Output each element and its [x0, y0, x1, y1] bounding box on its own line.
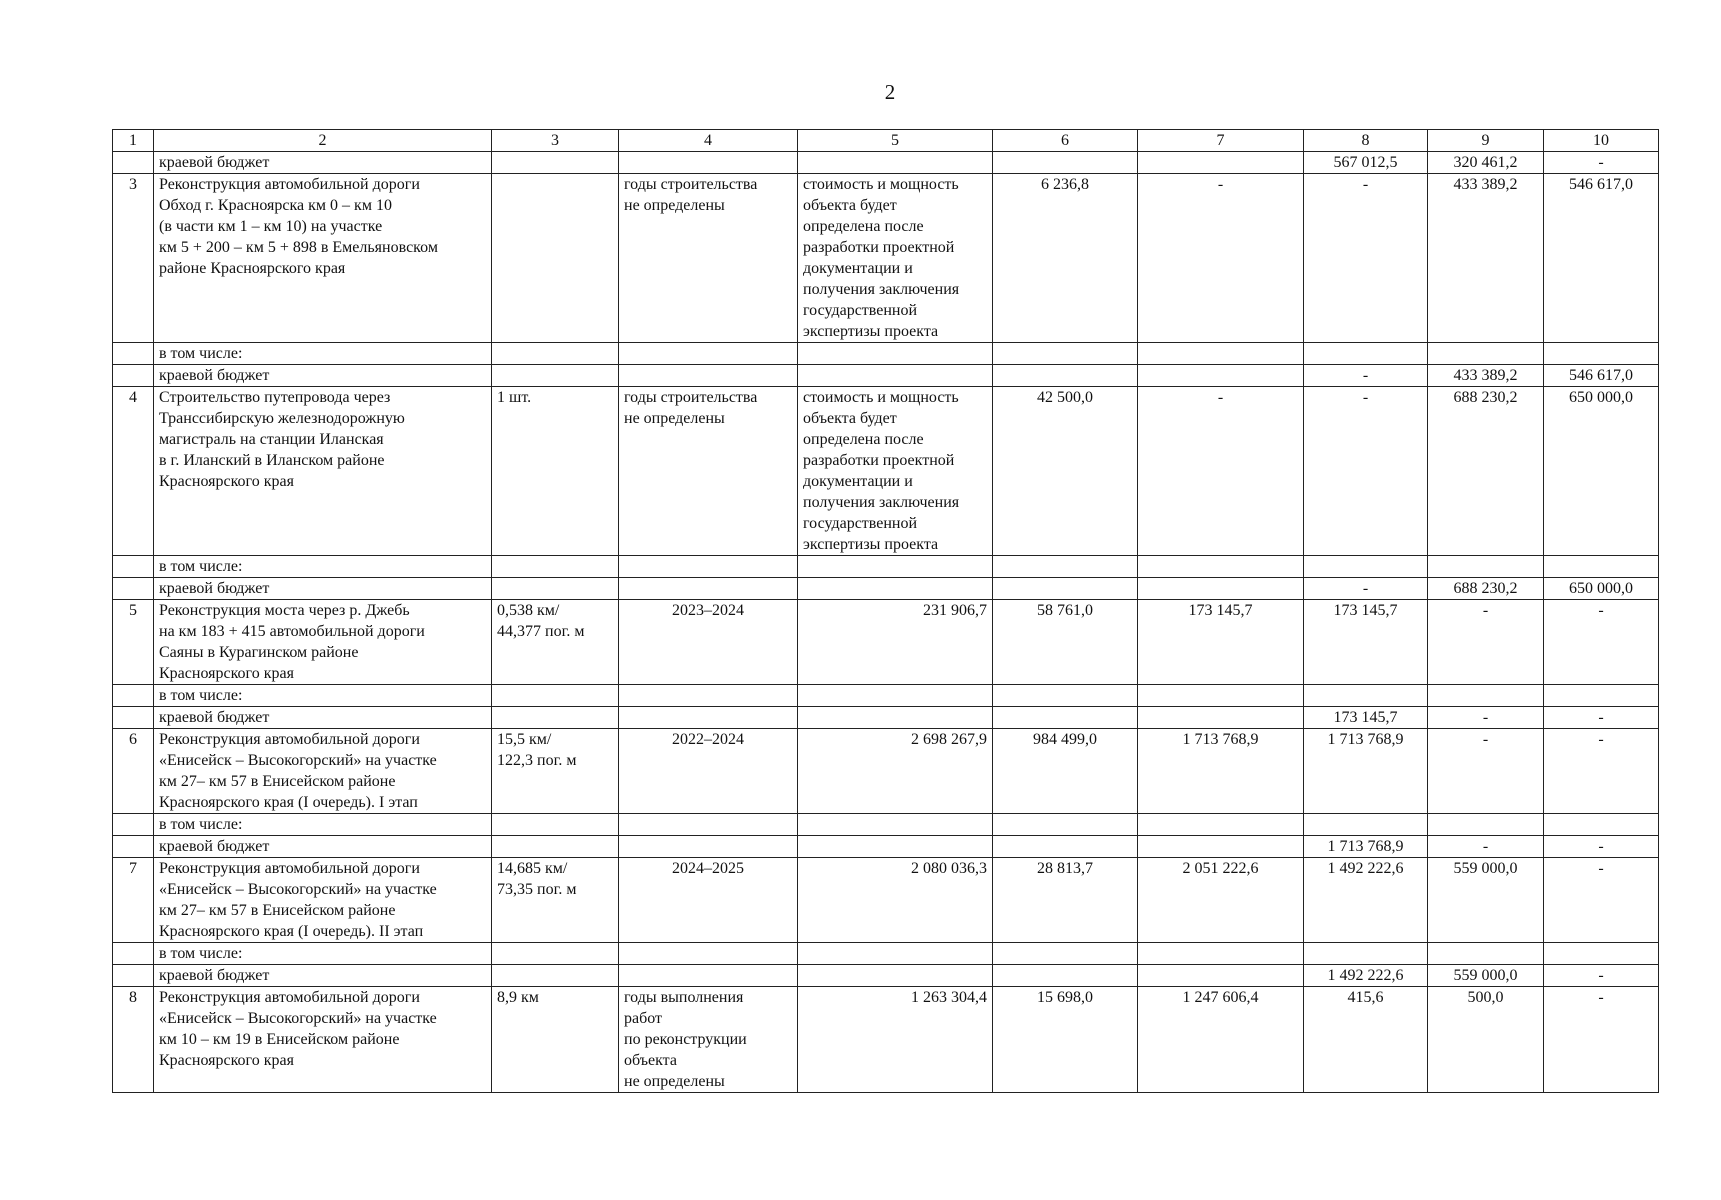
value-col8: 1 713 768,9 [1304, 729, 1428, 814]
empty-cell [1138, 965, 1304, 987]
estimated-cost [798, 729, 993, 814]
page-number: 2 [884, 80, 896, 104]
estimated-cost-line: документации и [803, 260, 913, 277]
capacity [492, 387, 619, 556]
empty-cell [1138, 578, 1304, 600]
budget-col10: - [1544, 836, 1659, 858]
budget-col8: - [1304, 365, 1428, 387]
row-number: 3 [113, 174, 154, 343]
value-col7: - [1138, 174, 1304, 343]
project-name-line: Строительство путепровода через [159, 389, 391, 406]
empty-cell [113, 556, 154, 578]
empty-cell [993, 556, 1138, 578]
estimated-cost-line: экспертизы проекта [803, 536, 939, 553]
construction-period-line: годы выполнения [624, 989, 744, 1006]
empty-cell [113, 685, 154, 707]
project-name-line: Красноярского края (I очередь). II этап [159, 923, 424, 940]
in-that-number-row-label: в том числе: [154, 343, 492, 365]
value-col10: - [1544, 729, 1659, 814]
empty-cell [993, 707, 1138, 729]
capacity [492, 174, 619, 343]
project-name-line: районе Красноярского края [159, 260, 346, 277]
estimated-cost-line: 231 906,7 [923, 602, 987, 619]
empty-cell [492, 965, 619, 987]
estimated-cost [798, 987, 993, 1093]
construction-period-line: 2023–2024 [672, 602, 744, 619]
estimated-cost-line: объекта будет [803, 197, 897, 214]
construction-period-line: годы строительства [624, 389, 758, 406]
estimated-cost-line: получения заключения [803, 494, 960, 511]
budget-col8: 1 713 768,9 [1304, 836, 1428, 858]
in-that-number-row [113, 343, 1659, 365]
table-row [113, 729, 1659, 814]
row-number: 6 [113, 729, 154, 814]
budget-col9: 688 230,2 [1428, 578, 1544, 600]
estimated-cost-line: стоимость и мощность [803, 176, 959, 193]
project-name-line: на км 183 + 415 автомобильной дороги [159, 623, 425, 640]
empty-cell [113, 343, 154, 365]
estimated-cost-line: 1 263 304,4 [911, 989, 987, 1006]
value-col10: - [1544, 987, 1659, 1093]
value-col9: 500,0 [1428, 987, 1544, 1093]
empty-cell [113, 943, 154, 965]
table-row [113, 987, 1659, 1093]
project-name-line: Транссибирскую железнодорожную [159, 410, 405, 427]
empty-cell [993, 965, 1138, 987]
project-name-line: Реконструкция моста через р. Джебь [159, 602, 410, 619]
row-number: 7 [113, 858, 154, 943]
empty-cell [619, 943, 798, 965]
budget-col9: - [1428, 836, 1544, 858]
value-col10: - [1544, 858, 1659, 943]
empty-cell [798, 556, 993, 578]
empty-cell [492, 556, 619, 578]
column-number: 6 [993, 130, 1138, 152]
budget-col8: 567 012,5 [1304, 152, 1428, 174]
value-col9: 559 000,0 [1428, 858, 1544, 943]
construction-period-line: объекта [624, 1052, 677, 1069]
project-name [154, 987, 492, 1093]
regional-budget-row-label: краевой бюджет [154, 965, 492, 987]
budget-col9: 559 000,0 [1428, 965, 1544, 987]
construction-period-line: не определены [624, 197, 725, 214]
empty-cell [619, 836, 798, 858]
empty-cell [798, 685, 993, 707]
empty-cell [1428, 943, 1544, 965]
column-number: 3 [492, 130, 619, 152]
value-col6: 58 761,0 [993, 600, 1138, 685]
in-that-number-row-label: в том числе: [154, 943, 492, 965]
empty-cell [1138, 707, 1304, 729]
column-number: 5 [798, 130, 993, 152]
estimated-cost-line: разработки проектной [803, 239, 955, 256]
project-name-line: Реконструкция автомобильной дороги [159, 860, 420, 877]
construction-period-line: годы строительства [624, 176, 758, 193]
project-name-line: Реконструкция автомобильной дороги [159, 989, 420, 1006]
empty-cell [492, 685, 619, 707]
empty-cell [113, 814, 154, 836]
empty-cell [113, 707, 154, 729]
project-name-line: км 27– км 57 в Енисейском районе [159, 902, 396, 919]
construction-period-line: не определены [624, 410, 725, 427]
estimated-cost-line: 2 698 267,9 [911, 731, 987, 748]
value-col9: 433 389,2 [1428, 174, 1544, 343]
empty-cell [492, 836, 619, 858]
column-number-row [113, 130, 1659, 152]
in-that-number-row [113, 685, 1659, 707]
empty-cell [798, 578, 993, 600]
regional-budget-row [113, 836, 1659, 858]
estimated-cost-line: государственной [803, 515, 918, 532]
project-name-line: Красноярского края (I очередь). I этап [159, 794, 418, 811]
budget-col9: 320 461,2 [1428, 152, 1544, 174]
project-name-line: Красноярского края [159, 665, 294, 682]
empty-cell [798, 365, 993, 387]
empty-cell [619, 578, 798, 600]
empty-cell [1304, 343, 1428, 365]
regional-budget-row [113, 365, 1659, 387]
budget-col10: - [1544, 152, 1659, 174]
project-name-line: (в части км 1 – км 10) на участке [159, 218, 383, 235]
column-number: 9 [1428, 130, 1544, 152]
empty-cell [1138, 556, 1304, 578]
empty-cell [619, 814, 798, 836]
empty-cell [993, 836, 1138, 858]
empty-cell [798, 943, 993, 965]
construction-period-line: 2022–2024 [672, 731, 744, 748]
value-col10: 650 000,0 [1544, 387, 1659, 556]
empty-cell [1428, 814, 1544, 836]
row-number: 4 [113, 387, 154, 556]
empty-cell [1138, 814, 1304, 836]
column-number: 8 [1304, 130, 1428, 152]
value-col7: 173 145,7 [1138, 600, 1304, 685]
construction-period [619, 729, 798, 814]
regional-budget-row [113, 965, 1659, 987]
regional-budget-row-label: краевой бюджет [154, 365, 492, 387]
estimated-cost [798, 600, 993, 685]
empty-cell [993, 685, 1138, 707]
in-that-number-row [113, 814, 1659, 836]
capacity-line: 44,377 пог. м [497, 623, 585, 640]
empty-cell [993, 814, 1138, 836]
project-name-line: «Енисейск – Высокогорский» на участке [159, 1010, 437, 1027]
construction-period [619, 600, 798, 685]
budget-col8: - [1304, 578, 1428, 600]
row-number: 8 [113, 987, 154, 1093]
empty-cell [1304, 685, 1428, 707]
value-col7: 1 713 768,9 [1138, 729, 1304, 814]
empty-cell [113, 578, 154, 600]
empty-cell [619, 343, 798, 365]
estimated-cost-line: определена после [803, 218, 924, 235]
value-col6: 984 499,0 [993, 729, 1138, 814]
empty-cell [492, 707, 619, 729]
capacity-line: 73,35 пог. м [497, 881, 577, 898]
project-name [154, 174, 492, 343]
in-that-number-row-label: в том числе: [154, 814, 492, 836]
in-that-number-row-label: в том числе: [154, 685, 492, 707]
empty-cell [619, 685, 798, 707]
value-col9: - [1428, 729, 1544, 814]
empty-cell [492, 814, 619, 836]
project-name-line: км 27– км 57 в Енисейском районе [159, 773, 396, 790]
empty-cell [798, 343, 993, 365]
budget-col9: - [1428, 707, 1544, 729]
project-name [154, 858, 492, 943]
regional-budget-row-label: краевой бюджет [154, 836, 492, 858]
empty-cell [619, 965, 798, 987]
table-row [113, 387, 1659, 556]
value-col10: - [1544, 600, 1659, 685]
construction-period [619, 387, 798, 556]
regional-budget-row-label: краевой бюджет [154, 578, 492, 600]
empty-cell [113, 365, 154, 387]
budget-col10: 650 000,0 [1544, 578, 1659, 600]
capacity-line: 14,685 км/ [497, 860, 568, 877]
project-name-line: Обход г. Красноярска км 0 – км 10 [159, 197, 392, 214]
project-name-line: Реконструкция автомобильной дороги [159, 731, 420, 748]
value-col6: 6 236,8 [993, 174, 1138, 343]
empty-cell [492, 343, 619, 365]
project-name [154, 387, 492, 556]
capacity-line: 0,538 км/ [497, 602, 560, 619]
empty-cell [993, 343, 1138, 365]
value-col6: 15 698,0 [993, 987, 1138, 1093]
construction-period-line: работ [624, 1010, 663, 1027]
estimated-cost-line: 2 080 036,3 [911, 860, 987, 877]
budget-col8: 1 492 222,6 [1304, 965, 1428, 987]
capacity-line: 8,9 км [497, 989, 539, 1006]
empty-cell [1544, 343, 1659, 365]
value-col10: 546 617,0 [1544, 174, 1659, 343]
value-col7: - [1138, 387, 1304, 556]
capacity [492, 858, 619, 943]
value-col9: - [1428, 600, 1544, 685]
project-name-line: «Енисейск – Высокогорский» на участке [159, 752, 437, 769]
empty-cell [492, 943, 619, 965]
table-row [113, 174, 1659, 343]
capacity-line: 15,5 км/ [497, 731, 552, 748]
in-that-number-row [113, 943, 1659, 965]
value-col8: 173 145,7 [1304, 600, 1428, 685]
table-row [113, 858, 1659, 943]
estimated-cost [798, 858, 993, 943]
empty-cell [1138, 685, 1304, 707]
empty-cell [1304, 556, 1428, 578]
capacity-line: 122,3 пог. м [497, 752, 577, 769]
value-col8: - [1304, 387, 1428, 556]
empty-cell [993, 365, 1138, 387]
construction-period [619, 174, 798, 343]
budget-col9: 433 389,2 [1428, 365, 1544, 387]
table-row [113, 600, 1659, 685]
project-name [154, 729, 492, 814]
empty-cell [1544, 685, 1659, 707]
in-that-number-row-label: в том числе: [154, 556, 492, 578]
empty-cell [113, 836, 154, 858]
empty-cell [993, 578, 1138, 600]
estimated-cost [798, 174, 993, 343]
construction-period-line: 2024–2025 [672, 860, 744, 877]
empty-cell [1138, 943, 1304, 965]
capacity-line: 1 шт. [497, 389, 532, 406]
empty-cell [798, 707, 993, 729]
value-col8: 1 492 222,6 [1304, 858, 1428, 943]
construction-period [619, 858, 798, 943]
empty-cell [1428, 556, 1544, 578]
empty-cell [619, 707, 798, 729]
project-name-line: «Енисейск – Высокогорский» на участке [159, 881, 437, 898]
value-col7: 2 051 222,6 [1138, 858, 1304, 943]
empty-cell [1544, 556, 1659, 578]
construction-period-line: по реконструкции [624, 1031, 747, 1048]
empty-cell [492, 365, 619, 387]
empty-cell [798, 836, 993, 858]
budget-col10: - [1544, 707, 1659, 729]
construction-period [619, 987, 798, 1093]
empty-cell [1138, 365, 1304, 387]
budget-col10: - [1544, 965, 1659, 987]
empty-cell [1544, 943, 1659, 965]
estimated-cost-line: разработки проектной [803, 452, 955, 469]
project-name [154, 600, 492, 685]
empty-cell [1304, 943, 1428, 965]
project-name-line: км 5 + 200 – км 5 + 898 в Емельяновском [159, 239, 438, 256]
value-col8: - [1304, 174, 1428, 343]
column-number: 2 [154, 130, 492, 152]
project-name-line: Красноярского края [159, 473, 294, 490]
project-name-line: км 10 – км 19 в Енисейском районе [159, 1031, 400, 1048]
estimated-cost-line: экспертизы проекта [803, 323, 939, 340]
budget-col8: 173 145,7 [1304, 707, 1428, 729]
value-col7: 1 247 606,4 [1138, 987, 1304, 1093]
empty-cell [1138, 836, 1304, 858]
investment-table [112, 129, 1659, 1093]
regional-budget-row [113, 578, 1659, 600]
regional-budget-row [113, 152, 1659, 174]
value-col6: 42 500,0 [993, 387, 1138, 556]
empty-cell [619, 365, 798, 387]
empty-cell [113, 965, 154, 987]
column-number: 4 [619, 130, 798, 152]
value-col8: 415,6 [1304, 987, 1428, 1093]
project-name-line: Красноярского края [159, 1052, 294, 1069]
empty-cell [993, 943, 1138, 965]
value-col6: 28 813,7 [993, 858, 1138, 943]
estimated-cost [798, 387, 993, 556]
construction-period-line: не определены [624, 1073, 725, 1090]
empty-cell [1428, 343, 1544, 365]
row-number: 5 [113, 600, 154, 685]
regional-budget-row-label: краевой бюджет [154, 707, 492, 729]
estimated-cost-line: государственной [803, 302, 918, 319]
regional-budget-row [113, 707, 1659, 729]
capacity [492, 729, 619, 814]
estimated-cost-line: документации и [803, 473, 913, 490]
project-name-line: в г. Иланский в Иланском районе [159, 452, 385, 469]
empty-cell [798, 965, 993, 987]
capacity [492, 600, 619, 685]
column-number: 7 [1138, 130, 1304, 152]
regional-budget-label: краевой бюджет [154, 152, 492, 174]
column-number: 10 [1544, 130, 1659, 152]
empty-cell [619, 556, 798, 578]
project-name-line: Саяны в Курагинском районе [159, 644, 359, 661]
estimated-cost-line: объекта будет [803, 410, 897, 427]
budget-col10: 546 617,0 [1544, 365, 1659, 387]
empty-cell [1304, 814, 1428, 836]
empty-cell [1428, 685, 1544, 707]
value-col9: 688 230,2 [1428, 387, 1544, 556]
estimated-cost-line: определена после [803, 431, 924, 448]
estimated-cost-line: стоимость и мощность [803, 389, 959, 406]
in-that-number-row [113, 556, 1659, 578]
column-number: 1 [113, 130, 154, 152]
empty-cell [1138, 343, 1304, 365]
estimated-cost-line: получения заключения [803, 281, 960, 298]
empty-cell [492, 578, 619, 600]
capacity [492, 987, 619, 1093]
empty-cell [798, 814, 993, 836]
project-name-line: Реконструкция автомобильной дороги [159, 176, 420, 193]
project-name-line: магистраль на станции Иланская [159, 431, 384, 448]
empty-cell [1544, 814, 1659, 836]
